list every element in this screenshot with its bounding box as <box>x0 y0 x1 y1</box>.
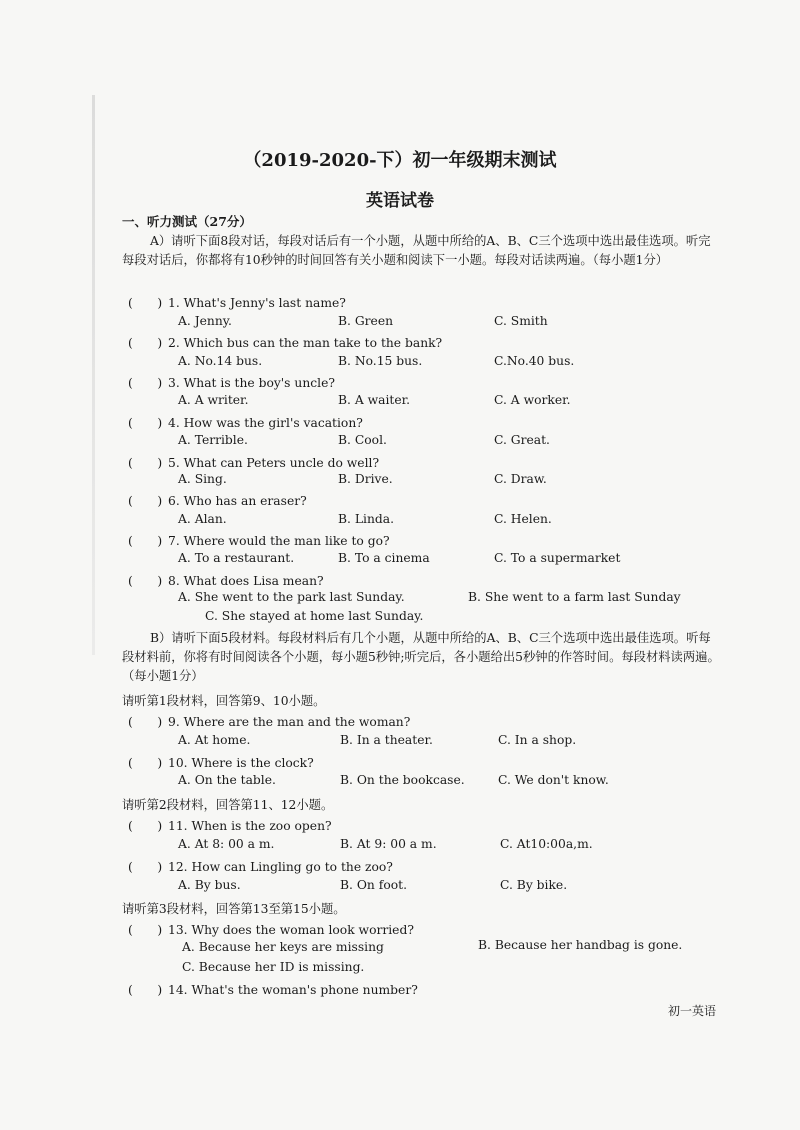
part-b-instructions: B）请听下面5段材料。每段材料后有几个小题，从题中所给的A、B、C三个选项中选出最佳选项。听每段材料前，你将有时间阅读各个小题，每小题5秒钟;听完后，各小题给出5秒钟的作答时间。每段材料读两遍。（每小题1分） <box>122 631 720 683</box>
q7-option-a: A. To a restaurant. <box>178 551 295 565</box>
question-6: ( ) 6. Who has an eraser? <box>128 494 307 508</box>
q2-option-a: A. No.14 bus. <box>178 354 263 368</box>
question-3: ( ) 3. What is the boy's uncle? <box>128 376 335 390</box>
q1-option-b: B. Green <box>338 314 394 328</box>
question-12: ( ) 12. How can Lingling go to the zoo? <box>128 860 393 874</box>
q10-option-c: C. We don't know. <box>498 773 609 787</box>
q5-option-a: A. Sing. <box>178 472 227 486</box>
question-7: ( ) 7. Where would the man like to go? <box>128 534 390 548</box>
q9-option-a: A. At home. <box>178 733 251 747</box>
material-2-heading: 请听第2段材料，回答第11、12小题。 <box>122 798 334 812</box>
q11-option-c: C. At10:00a,m. <box>500 837 593 851</box>
q3-option-b: B. A waiter. <box>338 393 411 407</box>
q5-option-c: C. Draw. <box>494 472 547 486</box>
question-1: ( ) 1. What's Jenny's last name? <box>128 296 346 310</box>
question-10: ( ) 10. Where is the clock? <box>128 756 314 770</box>
question-11: ( ) 11. When is the zoo open? <box>128 819 332 833</box>
q12-option-c: C. By bike. <box>500 878 568 892</box>
q7-option-c: C. To a supermarket <box>494 551 621 565</box>
q13-option-b: B. Because her handbag is gone. <box>478 938 683 952</box>
material-3-heading: 请听第3段材料，回答第13至第15小题。 <box>122 902 346 916</box>
q4-option-a: A. Terrible. <box>178 433 248 447</box>
question-13: ( ) 13. Why does the woman look worried? <box>128 923 414 937</box>
q3-option-a: A. A writer. <box>178 393 249 407</box>
q7-option-b: B. To a cinema <box>338 551 430 565</box>
question-14: ( ) 14. What's the woman's phone number? <box>128 983 418 997</box>
q11-option-a: A. At 8: 00 a m. <box>178 837 275 851</box>
question-5: ( ) 5. What can Peters uncle do well? <box>128 456 380 470</box>
q5-option-b: B. Drive. <box>338 472 393 486</box>
question-8: ( ) 8. What does Lisa mean? <box>128 574 324 588</box>
q9-option-b: B. In a theater. <box>340 733 433 747</box>
q12-option-a: A. By bus. <box>178 878 241 892</box>
q1-option-a: A. Jenny. <box>178 314 232 328</box>
q1-option-c: C. Smith <box>494 314 548 328</box>
q3-option-c: C. A worker. <box>494 393 571 407</box>
q6-option-c: C. Helen. <box>494 512 552 526</box>
q13-option-c: C. Because her ID is missing. <box>182 960 365 974</box>
section-heading: 一、听力测试（27分） <box>122 214 252 229</box>
question-4: ( ) 4. How was the girl's vacation? <box>128 416 363 430</box>
q12-option-b: B. On foot. <box>340 878 407 892</box>
material-1-heading: 请听第1段材料，回答第9、10小题。 <box>122 694 326 708</box>
q10-option-b: B. On the bookcase. <box>340 773 465 787</box>
q2-option-c: C.No.40 bus. <box>494 354 575 368</box>
q8-option-a: A. She went to the park last Sunday. <box>178 590 405 604</box>
q6-option-b: B. Linda. <box>338 512 394 526</box>
exam-subtitle: 英语试卷 <box>366 191 434 211</box>
q11-option-b: B. At 9: 00 a m. <box>340 837 437 851</box>
question-9: ( ) 9. Where are the man and the woman? <box>128 715 411 729</box>
q9-option-c: C. In a shop. <box>498 733 577 747</box>
q4-option-c: C. Great. <box>494 433 550 447</box>
question-2: ( ) 2. Which bus can the man take to the bank? <box>128 336 443 350</box>
page-footer: 初一英语 <box>667 1004 716 1018</box>
q13-option-a: A. Because her keys are missing <box>182 940 384 954</box>
q4-option-b: B. Cool. <box>338 433 387 447</box>
part-a-instructions: A）请听下面8段对话，每段对话后有一个小题，从题中所给的A、B、C三个选项中选出最佳选项。听完每段对话后，你都将有10秒钟的时间回答有关小题和阅读下一小题。每段对话读两遍。（每小题1分） <box>122 234 711 267</box>
q10-option-a: A. On the table. <box>178 773 276 787</box>
scan-edge-shadow <box>92 95 95 655</box>
q6-option-a: A. Alan. <box>178 512 227 526</box>
exam-title: （2019-2020-下）初一年级期末测试 <box>243 150 557 171</box>
q8-option-b: B. She went to a farm last Sunday <box>468 590 681 604</box>
q8-option-c: C. She stayed at home last Sunday. <box>205 609 424 623</box>
q2-option-b: B. No.15 bus. <box>338 354 423 368</box>
